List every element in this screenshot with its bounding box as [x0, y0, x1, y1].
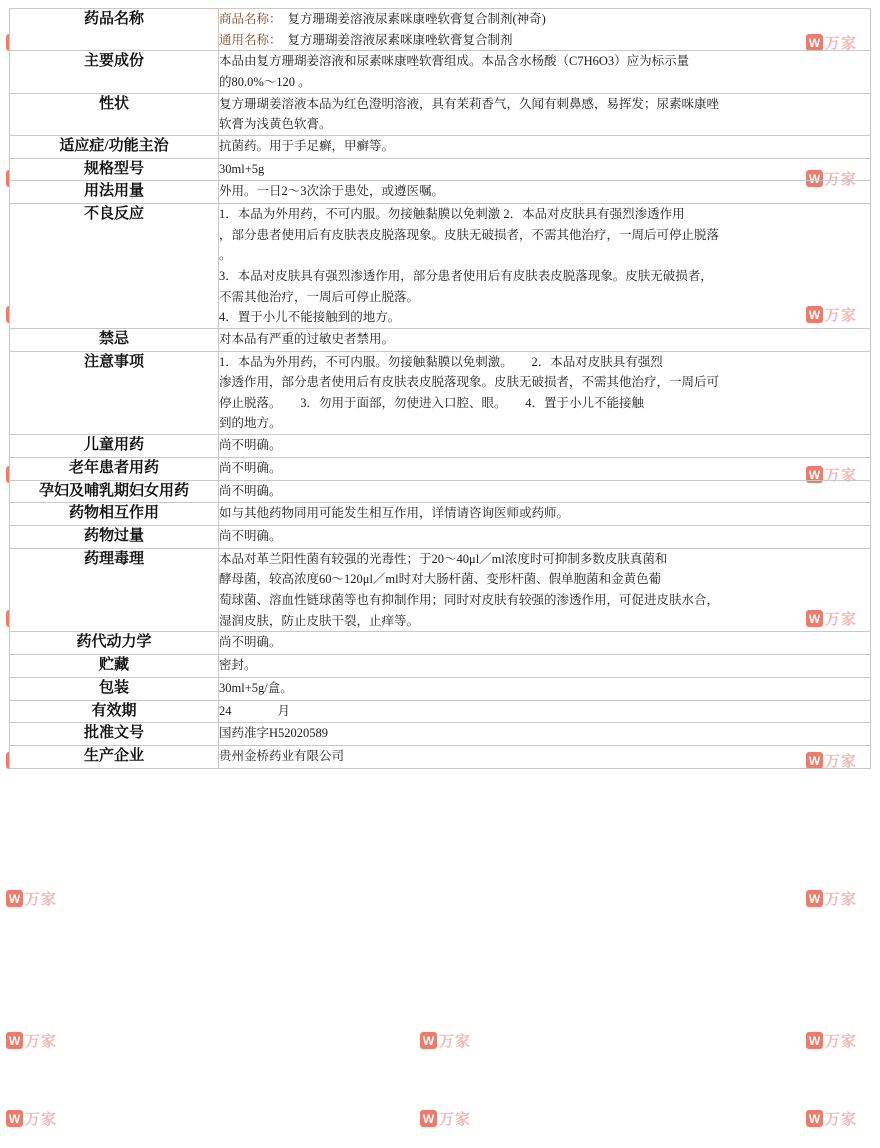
- watermark-text: 万家: [825, 1033, 858, 1050]
- watermark-text: 万家: [25, 1033, 58, 1050]
- table-row: [10, 723, 871, 746]
- paragraph-line: 到的地方。: [219, 416, 282, 431]
- paragraph-line: 湿润皮肤，防止皮肤干裂，止痒等。: [219, 613, 420, 628]
- table-row: [10, 457, 871, 480]
- watermark-text: 万家: [825, 307, 858, 324]
- paragraph-line: 密封。: [219, 658, 257, 672]
- paragraph-line: 渗透作用，部分患者使用后有皮肤表皮脱落现象。皮肤无破损者，不需其他治疗，一周后可: [219, 375, 720, 390]
- name-line-key: 商品名称：: [219, 12, 282, 26]
- table-row: [10, 746, 871, 769]
- watermark: [6, 1030, 57, 1051]
- row-value: [219, 93, 871, 135]
- watermark-logo-icon: W: [806, 466, 823, 483]
- row-value: [219, 746, 871, 769]
- watermark-logo-icon: W: [420, 1110, 437, 1127]
- validity-value: [219, 701, 870, 722]
- row-value: [219, 158, 871, 181]
- paragraph-line: 萄球菌、溶血性链球菌等也有抑制作用；同时对皮肤有较强的渗透作用，可促进皮肤水合，: [219, 593, 720, 607]
- paragraph-line: 尚不明确。: [219, 635, 282, 650]
- row-label: 贮藏: [10, 655, 219, 678]
- watermark-text: 万家: [825, 35, 858, 52]
- row-label: 主要成份: [10, 51, 219, 93]
- paragraph-line: 1．本品为外用药，不可内服。勿接触黏膜以免刺激。 2．本品对皮肤具有强烈: [219, 354, 663, 369]
- row-label: 注意事项: [10, 351, 219, 435]
- paragraph-line: 复方珊瑚姜溶液本品为红色澄明溶液，具有茉莉香气，久闻有刺鼻感，易挥发；尿素咪康唑: [219, 96, 720, 111]
- watermark-logo-icon: W: [6, 1110, 23, 1127]
- row-label: 孕妇及哺乳期妇女用药: [10, 480, 219, 503]
- row-value: [219, 503, 871, 526]
- row-label: 性状: [10, 93, 219, 135]
- watermark-logo-icon: W: [806, 1110, 823, 1127]
- paragraph-line: 贵州金桥药业有限公司: [219, 749, 345, 763]
- paragraph-line: 不需其他治疗，一周后可停止脱落。: [219, 289, 420, 304]
- watermark: [6, 888, 57, 909]
- watermark: [806, 888, 857, 909]
- watermark-text: 万家: [439, 1111, 472, 1128]
- validity-number: 24: [219, 703, 232, 718]
- paragraph-line: 本品由复方珊瑚姜溶液和尿素咪康唑软膏组成。本品含水杨酸（C7H6O3）应为标示量: [219, 54, 690, 69]
- row-label: 不良反应: [10, 204, 219, 329]
- row-value: [219, 548, 871, 632]
- watermark-logo-icon: W: [806, 890, 823, 907]
- paragraph-line: 30ml+5g/盒。: [219, 680, 293, 695]
- paragraph-line: 软膏为浅黄色软膏。: [219, 117, 332, 132]
- watermark-logo-icon: W: [420, 1032, 437, 1049]
- drug-info-table: [9, 8, 871, 769]
- paragraph-line: 酵母菌，较高浓度60～120μl／ml时对大肠杆菌、变形杆菌、假单胞菌和金黄色葡: [219, 572, 662, 587]
- row-value: [219, 328, 871, 351]
- watermark-text: 万家: [439, 1033, 472, 1050]
- watermark: [6, 1108, 57, 1129]
- paragraph-line: 3．本品对皮肤具有强烈渗透作用，部分患者使用后有皮肤表皮脱落现象。皮肤无破损者，: [219, 268, 713, 283]
- validity-unit: 月: [277, 703, 291, 718]
- row-label: 规格型号: [10, 158, 219, 181]
- watermark-logo-icon: W: [806, 34, 823, 51]
- row-label: 药物相互作用: [10, 503, 219, 526]
- paragraph-line: 如与其他药物同用可能发生相互作用，详情请咨询医师或药师。: [219, 506, 570, 521]
- paragraph-line: 抗菌药。用于手足癣，甲癣等。: [219, 138, 395, 153]
- row-label: 药物过量: [10, 526, 219, 549]
- row-label: 生产企业: [10, 746, 219, 769]
- row-label: 药代动力学: [10, 632, 219, 655]
- row-label: 药品名称: [10, 9, 219, 51]
- row-label: 适应症/功能主治: [10, 135, 219, 158]
- row-label: 禁忌: [10, 328, 219, 351]
- paragraph-line: ，部分患者使用后有皮肤表皮脱落现象。皮肤无破损者，不需其他治疗，一周后可停止脱落: [219, 227, 720, 242]
- table-row: [10, 480, 871, 503]
- table-row: [10, 435, 871, 458]
- watermark: [420, 1108, 471, 1129]
- table-row: [10, 93, 871, 135]
- paragraph-line: 1．本品为外用药，不可内服。勿接触黏膜以免刺激 2．本品对皮肤具有强烈渗透作用: [219, 207, 685, 221]
- watermark-logo-icon: W: [6, 890, 23, 907]
- watermark-text: 万家: [825, 891, 858, 908]
- table-row: [10, 700, 871, 723]
- row-value: [219, 135, 871, 158]
- paragraph-line: 尚不明确。: [219, 460, 282, 475]
- paragraph-line: 国药准字H52020589: [219, 726, 329, 741]
- row-label: 有效期: [10, 700, 219, 723]
- row-value: [219, 700, 871, 723]
- table-row: [10, 677, 871, 700]
- watermark-logo-icon: W: [6, 1032, 23, 1049]
- paragraph-line: 。: [219, 248, 232, 263]
- paragraph-line: 30ml+5g: [219, 161, 265, 176]
- watermark-logo-icon: W: [806, 610, 823, 627]
- document-page: [0, 8, 880, 1148]
- watermark-logo-icon: W: [806, 752, 823, 769]
- paragraph-line: 尚不明确。: [219, 483, 282, 498]
- table-row: [10, 181, 871, 204]
- paragraph-line: 对本品有严重的过敏史者禁用。: [219, 331, 395, 346]
- row-value: [219, 457, 871, 480]
- table-row: [10, 204, 871, 329]
- row-label: 批准文号: [10, 723, 219, 746]
- row-label: 包装: [10, 677, 219, 700]
- row-value: [219, 677, 871, 700]
- row-value: [219, 204, 871, 329]
- row-value: [219, 435, 871, 458]
- table-row: [10, 135, 871, 158]
- table-row: [10, 526, 871, 549]
- watermark-text: 万家: [825, 753, 858, 770]
- paragraph-line: 尚不明确。: [219, 529, 282, 543]
- paragraph-line: 停止脱落。 3．勿用于面部，勿使进入口腔、眼。 4．置于小儿不能接触: [219, 395, 645, 410]
- table-row: [10, 632, 871, 655]
- watermark-text: 万家: [825, 467, 858, 484]
- table-row: [10, 158, 871, 181]
- table-row: [10, 351, 871, 435]
- watermark-text: 万家: [25, 891, 58, 908]
- row-value: [219, 526, 871, 549]
- row-label: 用法用量: [10, 181, 219, 204]
- table-row: [10, 9, 871, 51]
- watermark: [806, 1108, 857, 1129]
- name-line-value: 复方珊瑚姜溶液尿素咪康唑软膏复合制剂: [287, 32, 513, 47]
- watermark: [420, 1030, 471, 1051]
- row-value: [219, 181, 871, 204]
- row-value: [219, 351, 871, 435]
- table-row: [10, 655, 871, 678]
- paragraph-line: 本品对革兰阳性菌有较强的光毒性；于20～40μl／ml浓度时可抑制多数皮肤真菌和: [219, 551, 668, 566]
- paragraph-line: 4．置于小儿不能接触到的地方。: [219, 310, 401, 325]
- row-value: [219, 480, 871, 503]
- name-line-value: 复方珊瑚姜溶液尿素咪康唑软膏复合制剂(神奇): [287, 12, 546, 26]
- watermark-text: 万家: [825, 171, 858, 188]
- table-row: [10, 51, 871, 93]
- watermark-logo-icon: W: [806, 170, 823, 187]
- name-line: [219, 30, 870, 51]
- row-value: [219, 632, 871, 655]
- name-line: [219, 9, 870, 30]
- watermark-text: 万家: [25, 1111, 58, 1128]
- name-line-key: 通用名称：: [219, 32, 282, 47]
- row-label: 老年患者用药: [10, 457, 219, 480]
- row-value: [219, 723, 871, 746]
- watermark-text: 万家: [825, 611, 858, 628]
- row-value: [219, 51, 871, 93]
- row-label: 药理毒理: [10, 548, 219, 632]
- row-value: [219, 655, 871, 678]
- table-row: [10, 328, 871, 351]
- table-row: [10, 548, 871, 632]
- paragraph-line: 的80.0%～120 。: [219, 74, 311, 89]
- row-label: 儿童用药: [10, 435, 219, 458]
- watermark-text: 万家: [825, 1111, 858, 1128]
- paragraph-line: 外用。一日2～3次涂于患处，或遵医嘱。: [219, 184, 445, 199]
- watermark-logo-icon: W: [806, 306, 823, 323]
- watermark: [806, 1030, 857, 1051]
- paragraph-line: 尚不明确。: [219, 438, 282, 452]
- row-value: [219, 9, 871, 51]
- watermark-logo-icon: W: [806, 1032, 823, 1049]
- table-row: [10, 503, 871, 526]
